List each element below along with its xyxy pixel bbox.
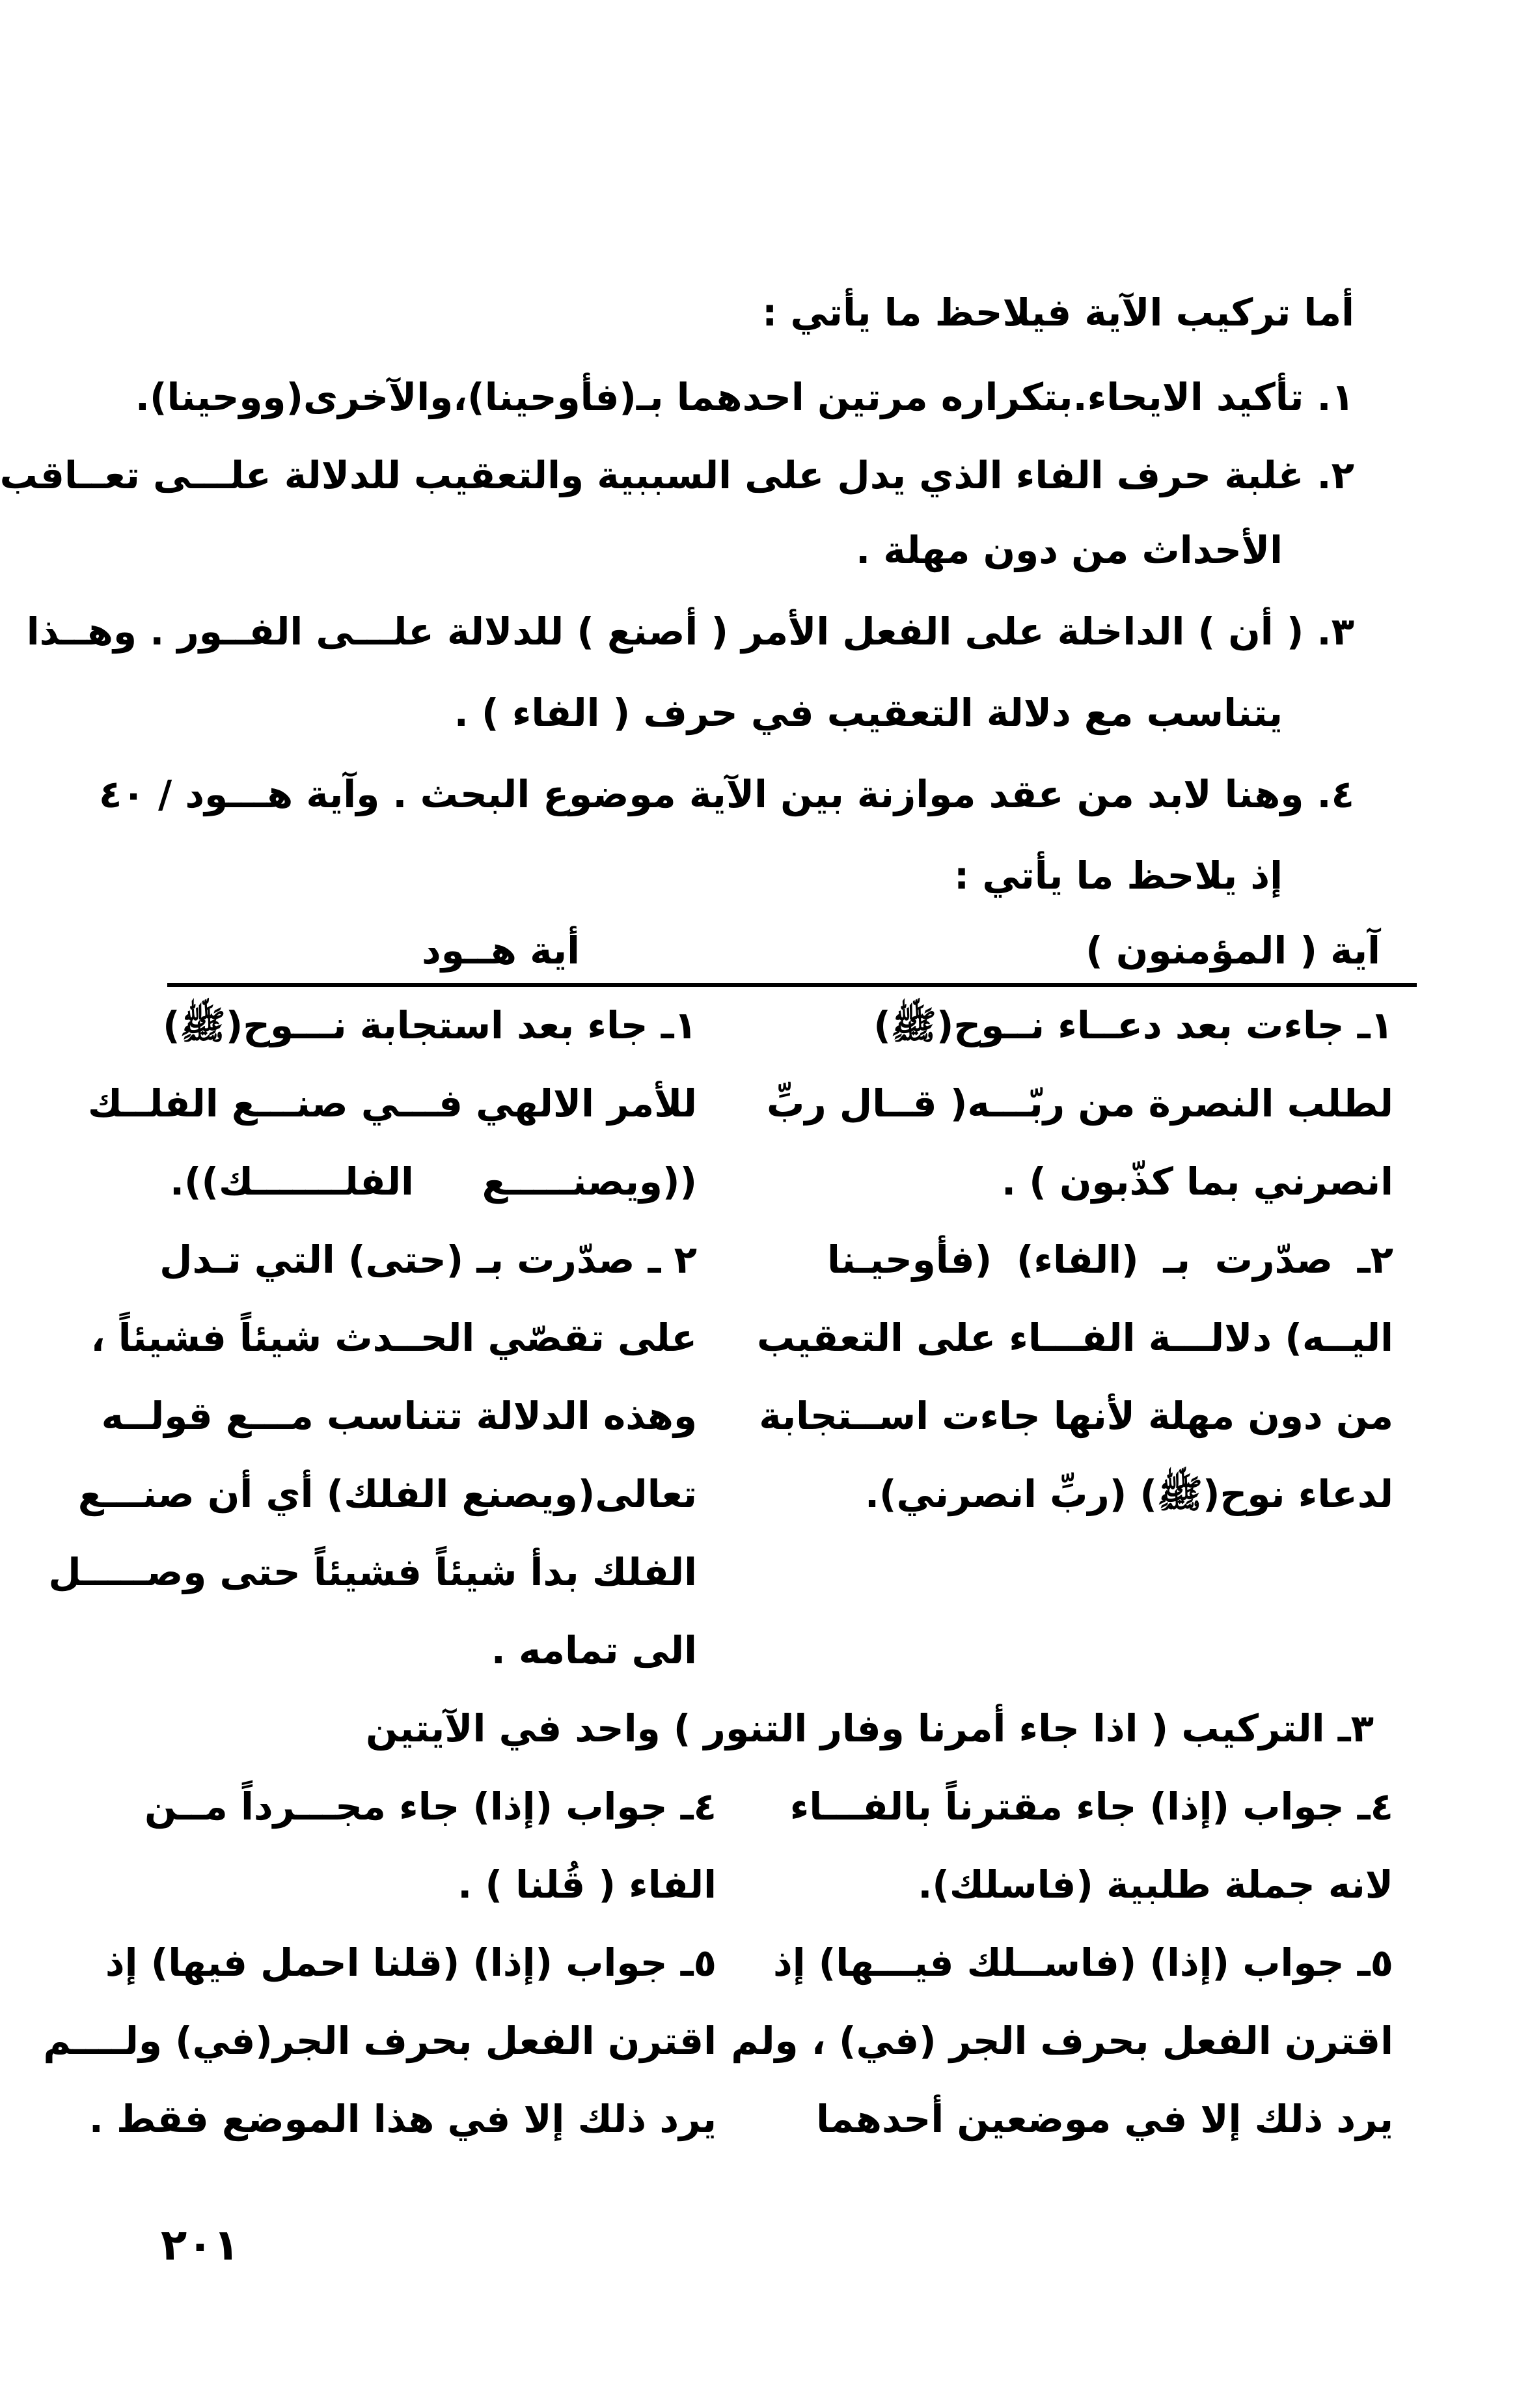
header-hud: أية هــود: [421, 928, 580, 973]
point-4-line-2: إذ يلاحظ ما يأتي :: [953, 853, 1283, 898]
left-col-line: تعالى(ويصنع الفلك) أي أن صنـــع: [77, 1472, 697, 1516]
shared-row-3: ٣ـ التركيب ( اذا جاء أمرنا وفار التنور ) واحد في الآيتين: [365, 1706, 1374, 1751]
left-col-line: وهذه الدلالة تتناسب مـــع قولــه: [101, 1394, 697, 1438]
right-col-line: لدعاء نوح(ﷺ) (ربِّ انصرني).: [865, 1472, 1393, 1516]
point-3-line-1: ٣. ( أن ) الداخلة على الفعل الأمر ( أصنع ) للدلالة علـــى الفــور . وهــذا: [26, 609, 1354, 654]
right-col-line: ١ـ جاءت بعد دعــاء نــوح(ﷺ): [873, 1003, 1393, 1047]
right-col-line: لطلب النصرة من ربّـــه( قــال ربِّ: [767, 1081, 1393, 1126]
right-col-line: من دون مهلة لأنها جاءت اســتجابة: [759, 1394, 1393, 1438]
right-col-line: اليــه) دلالـــة الفـــاء على التعقيب: [757, 1316, 1393, 1360]
left-col-line: ٥ـ جواب (إذا) (قلنا احمل فيها) إذ: [105, 1941, 717, 1985]
point-2-line-1: ٢. غلبة حرف الفاء الذي يدل على السببية والتعقيب للدلالة علـــى تعــاقب: [0, 453, 1354, 497]
left-col-line: ٢ ـ صدّرت بـ (حتى) التي تـدل: [159, 1238, 697, 1282]
left-col-line: الفاء ( قُلنا ) .: [458, 1862, 717, 1907]
intro-line: أما تركيب الآية فيلاحظ ما يأتي :: [762, 290, 1354, 335]
right-col-line: ٤ـ جواب (إذا) جاء مقترناً بالفـــاء: [789, 1784, 1393, 1829]
right-col-line: يرد ذلك إلا في موضعين أحدهما: [816, 2097, 1393, 2141]
point-3-line-2: يتناسب مع دلالة التعقيب في حرف ( الفاء ) .: [454, 691, 1283, 735]
left-col-line: اقترن الفعل بحرف الجر(في) ولــــم: [43, 2019, 717, 2063]
left-col-line: الفلك بدأ شيئاً فشيئاً حتى وصـــــل: [48, 1550, 697, 1594]
left-col-line: ((ويصنـــــع الفلـــــــك)).: [170, 1159, 697, 1204]
page-number: ٢٠١: [161, 2220, 239, 2270]
header-muminun: آية ( المؤمنون ): [1086, 928, 1380, 973]
point-2-line-2: الأحداث من دون مهلة .: [856, 528, 1283, 572]
table-header-rule: [167, 983, 1417, 987]
left-col-line: يرد ذلك إلا في هذا الموضع فقط .: [89, 2097, 717, 2141]
left-col-line: ٤ـ جواب (إذا) جاء مجـــرداً مــن: [144, 1784, 717, 1829]
left-col-line: للأمر الالهي فـــي صنـــع الفلــك: [87, 1081, 697, 1126]
right-col-line: اقترن الفعل بحرف الجر (في) ، ولم: [731, 2019, 1393, 2063]
right-col-line: لانه جملة طلبية (فاسلك).: [918, 1862, 1393, 1907]
right-col-line: ٥ـ جواب (إذا) (فاســلك فيـــها) إذ: [772, 1941, 1393, 1985]
right-col-line: ٢ـ صدّرت بـ (الفاء) (فأوحيـنا: [827, 1238, 1393, 1282]
left-col-line: على تقصّي الحــدث شيئاً فشيئاً ،: [90, 1316, 697, 1360]
point-1: ١. تأكيد الايحاء.بتكراره مرتين احدهما بـ(فأوحينا)،والآخرى(ووحينا).: [135, 375, 1354, 419]
right-col-line: انصرني بما كذّبون ) .: [1002, 1159, 1393, 1204]
left-col-line: الى تمامه .: [491, 1628, 697, 1672]
left-col-line: ١ـ جاء بعد استجابة نـــوح(ﷺ): [163, 1003, 697, 1047]
point-4-line-1: ٤. وهنا لابد من عقد موازنة بين الآية موضوع البحث . وآية هـــود / ٤٠: [98, 772, 1354, 816]
